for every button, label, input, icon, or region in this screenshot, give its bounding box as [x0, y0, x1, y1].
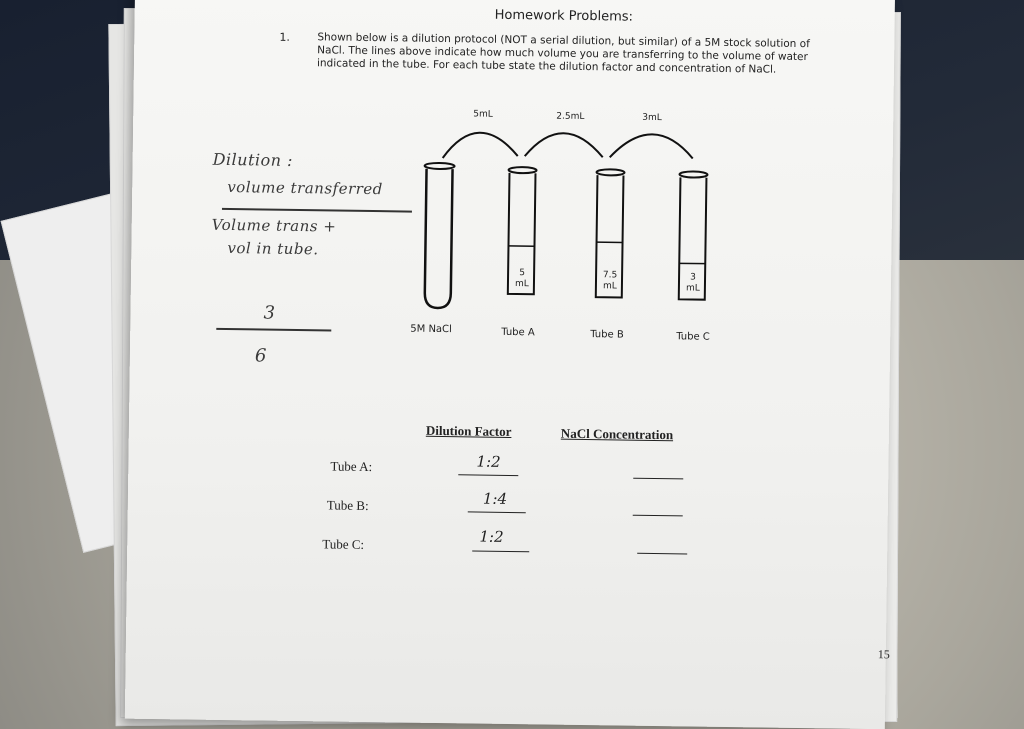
tube-a-volume: 5 mL [514, 268, 529, 290]
tube-c-row-label: Tube C: [322, 536, 365, 552]
question-text: Shown below is a dilution protocol (NOT a serial dilution, but similar) of a 5M stock solution of NaCl. The lines above indicate how much volume you are transferring to the volume of water indicated in the tube. For each tube state the dilution factor and concentration of NaCl. [316, 31, 810, 76]
homework-page [125, 0, 895, 729]
page-number: 15 [877, 647, 890, 662]
question-number: 1. [279, 30, 290, 44]
transfer-arc-2 [525, 133, 603, 158]
dilution-factor-header: Dilution Factor [425, 422, 512, 439]
transfer-volume-2: 2.5mL [556, 111, 585, 122]
dilution-diagram [125, 0, 895, 729]
transfer-volume-1: 5mL [473, 109, 493, 120]
stock-tube-label: 5M NaCl [410, 323, 452, 336]
tube-b-dilution-factor: 1:4 [482, 489, 508, 508]
handwritten-denominator-1: Volume trans + [211, 215, 337, 236]
tube-a-row-label: Tube A: [330, 458, 373, 475]
tube-a-dilution-factor: 1:2 [476, 452, 501, 471]
handwritten-numerator: volume transferred [227, 178, 383, 199]
handwritten-dilution-heading: Dilution : [212, 149, 294, 170]
tube-c-label: Tube C [676, 331, 710, 343]
page-title: Homework Problems: [494, 7, 634, 25]
tube-a-label: Tube A [501, 326, 535, 339]
handwritten-example-numerator: 3 [263, 302, 276, 324]
nacl-concentration-header: NaCl Concentration [560, 425, 674, 443]
transfer-volume-3: 3mL [642, 112, 662, 124]
tube-b-volume: 7.5 mL [602, 270, 618, 292]
handwritten-denominator-2: vol in tube. [227, 239, 319, 259]
transfer-arc-1 [443, 132, 518, 159]
tube-c-volume: 3 mL [685, 272, 700, 294]
tube-b-row-label: Tube B: [326, 497, 369, 514]
tube-b-label: Tube B [590, 329, 624, 341]
handwritten-example-denominator: 6 [254, 345, 268, 367]
transfer-arc-3 [610, 134, 693, 159]
stock-tube [423, 163, 455, 308]
tube-c-dilution-factor: 1:2 [479, 527, 504, 546]
